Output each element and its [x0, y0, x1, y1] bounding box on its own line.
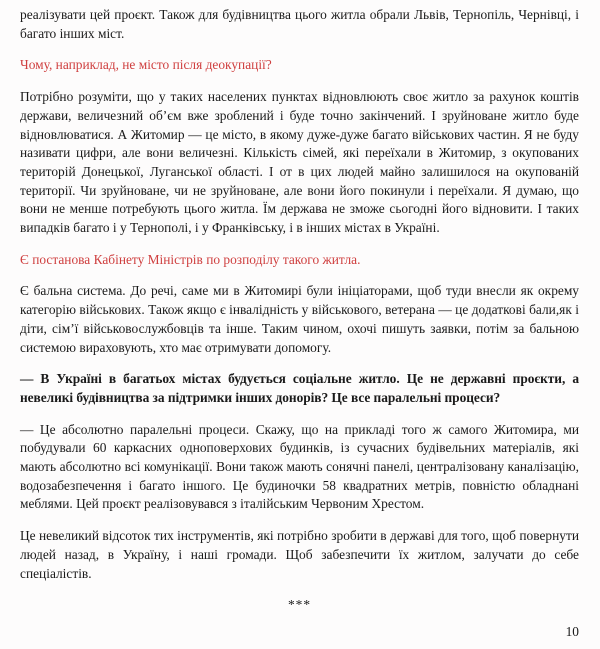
interview-question-social-housing: — В Україні в багатьох містах будується соціальне житло. Це не державні проєкти, а невеликі будівництва за підтримки інших донорів? Це все паралельні процеси?: [20, 371, 579, 405]
paragraph-points-system: Є бальна система. До речі, саме ми в Житомирі були ініціаторами, щоб туди внесли як окрему категорію військових. Також якщо є інвалідність у військового, ветерана — це додаткові бали,як і діти, сім’ї військовослужбовців та інше. Таким чином, охочі пишуть заявки, потім за бальною системою вираховують, хто має отримувати допомогу.: [20, 283, 579, 355]
paragraph-closing-instruments: Це невеликий відсоток тих інструментів, які потрібно зробити в державі для того, щоб повернути людей назад, в Україну, і наші громади. Щоб забезпечити їх житлом, залучати до себе спеціалістів.: [20, 528, 579, 581]
paragraph-state-funded-housing: Потрібно розуміти, що у таких населених пунктах відновлюють своє житло за рахунок коштів держави, величезний об’єм вже зроблений і буде точно закінчений. І зруйноване житло буде відновлюватися. А Житомир — це місто, в якому дуже-дуже багато військових частин. Я не буду називати цифри, але вони величезні. Кількість сімей, які переїхали в Житомир, з окупованих територій Донецької, Луганської області. І от в цих людей майно залишилося на окупованій території. Чи зруйноване, чи не зруйноване, але вони його покинули і переїхали. Я думаю, що вони не менше потребують цього житла. Їм держава не зможе сьогодні його відновити. І таких випадків багато і у Тернополі, і у Франківську, і в інших містах в Україні.: [20, 89, 579, 236]
paragraph-parallel-processes-answer: — Це абсолютно паралельні процеси. Скажу, що на прикладі того ж самого Житомира, ми побудували 60 каркасних одноповерхових будинків, із сучасних будівельних матеріалів, які мають абсолютно всі комунікації. Вони також мають сонячні панелі, централізовану каналізацію, водозабезпечення і багато іншого. Це будиночки 58 квадратних метрів, повністю обладнані меблями. Цей проєкт реалізовувався з італійським Червоним Хрестом.: [20, 421, 579, 512]
section-separator: ***: [287, 597, 312, 613]
page-number: 10: [565, 624, 579, 639]
accent-heading-question-deoccupation: Чому, наприклад, не місто після деокупації?: [20, 57, 272, 73]
accent-heading-cabinet-resolution: Є постанова Кабінету Міністрів по розподілу такого житла.: [20, 251, 361, 267]
paragraph-continuation: реалізувати цей проєкт. Також для будівництва цього житла обрали Львів, Тернопіль, Чернівці, і багато інших міст.: [20, 7, 579, 41]
